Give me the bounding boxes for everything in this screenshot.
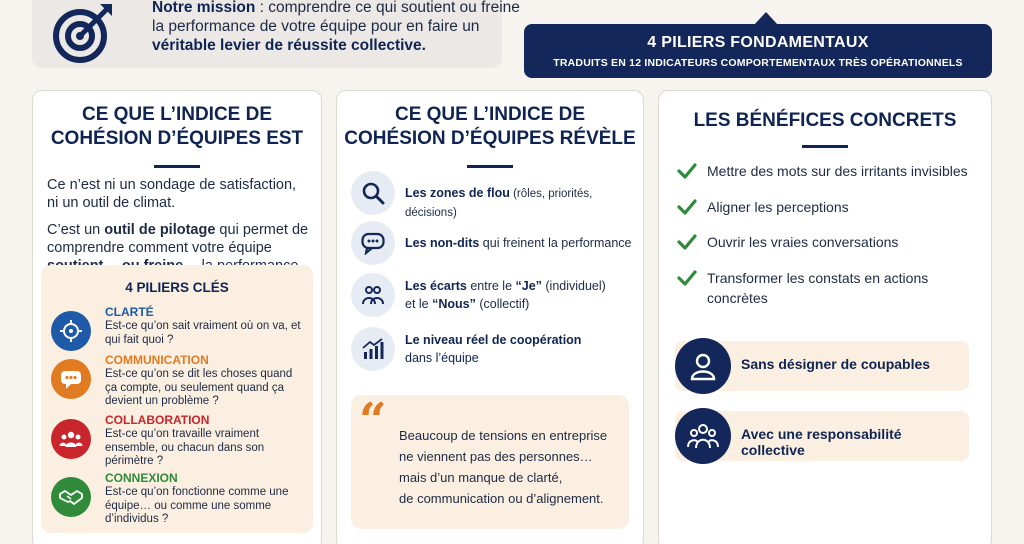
reveal-bold: Les non-dits xyxy=(405,236,480,250)
card-title-line2: COHÉSION D’ÉQUIPES EST xyxy=(50,128,304,149)
card-title xyxy=(337,103,643,151)
benefit-text: Mettre des mots sur des irritants invisibles xyxy=(707,163,968,179)
card-what-it-is xyxy=(32,90,322,544)
mission-text xyxy=(152,0,522,55)
quote-line: Beaucoup de tensions en entreprise xyxy=(399,428,608,443)
card-title-line1: CE QUE L’INDICE DE xyxy=(81,104,273,125)
title-underline xyxy=(802,145,848,148)
pill-text: Avec une responsabilité collective xyxy=(741,426,902,458)
reveal-text xyxy=(405,277,606,313)
mission-line3: véritable levier de réussite collective. xyxy=(152,37,426,54)
reveal-rest: qui freinent la performance xyxy=(479,236,632,250)
pillar-desc: Est-ce qu’on se dit les choses quand ça compte, ou seulement quand ça devient un problème ? xyxy=(105,368,293,407)
pillars-title: 4 PILIERS CLÉS xyxy=(125,280,229,295)
reveal-bold: Les écarts xyxy=(405,279,467,293)
p2-c: qui permet de comprendre comment votre équipe xyxy=(47,222,309,256)
pillar-name: CLARTÉ xyxy=(105,305,154,319)
principle-pill xyxy=(675,341,969,391)
mission-line2: la performance de votre équipe pour en faire un xyxy=(152,18,480,35)
quote-line: mais d’un manque de clarté, xyxy=(399,470,563,485)
card-benefits xyxy=(658,90,992,544)
reveal-line2a: et le xyxy=(405,297,433,311)
p2-b: outil de pilotage xyxy=(104,222,216,238)
pillar-name: COMMUNICATION xyxy=(105,353,209,367)
key-pillars-box xyxy=(41,265,313,533)
title-underline xyxy=(154,165,200,168)
banner-subtitle: TRADUITS EN 12 INDICATEURS COMPORTEMENTAUX TRÈS OPÉRATIONNELS xyxy=(553,57,963,69)
quote-text xyxy=(399,425,624,509)
reveal-text xyxy=(405,234,631,252)
mission-line1: : comprendre ce qui soutient ou freine xyxy=(255,0,520,16)
quote-box xyxy=(351,395,629,529)
pillar-name: CONNEXION xyxy=(105,471,178,485)
quote-line: ne viennent pas des personnes… xyxy=(399,449,593,464)
banner-title: 4 PILIERS FONDAMENTAUX xyxy=(647,34,869,51)
pillars-banner xyxy=(524,24,992,78)
reveal-bold2: “Je” xyxy=(515,279,542,293)
reveal-rest2: (individuel) xyxy=(541,279,606,293)
card-what-it-reveals xyxy=(336,90,644,544)
reveal-text xyxy=(405,184,641,222)
checkmark-icon xyxy=(677,197,697,217)
search-icon xyxy=(351,171,395,215)
team-icon xyxy=(51,419,91,459)
mission-label: Notre mission xyxy=(152,0,256,16)
pillar-desc: Est-ce qu’on fonctionne comme une équipe… ou comme une somme d’individus ? xyxy=(105,486,289,525)
quote-mark-icon: “ xyxy=(359,393,387,449)
card-title: LES BÉNÉFICES CONCRETS xyxy=(693,110,957,131)
p1-line2: ni un outil de climat. xyxy=(47,195,176,211)
checkmark-icon xyxy=(677,232,697,252)
crosshair-icon xyxy=(51,311,91,351)
reveal-line2c: (collectif) xyxy=(475,297,530,311)
pillar-desc: Est-ce qu’on travaille vraiment ensemble, ou chacun dans son périmètre ? xyxy=(105,428,265,467)
reveal-bold: Les zones de flou xyxy=(405,186,510,200)
reveal-line2: dans l’équipe xyxy=(405,351,479,365)
benefit-text: Transformer les constats en actions concrètes xyxy=(707,270,929,306)
card-title-line2: COHÉSION D’ÉQUIPES RÉVÈLE xyxy=(344,128,636,149)
checkmark-icon xyxy=(677,161,697,181)
reveal-line2b: “Nous” xyxy=(432,297,476,311)
growth-chart-icon xyxy=(351,327,395,371)
title-underline xyxy=(467,165,513,168)
reveal-text xyxy=(405,331,581,367)
p2-a: C’est un xyxy=(47,222,105,238)
target-icon xyxy=(48,0,118,66)
card-title xyxy=(33,103,321,151)
group-icon xyxy=(675,408,731,464)
handshake-icon xyxy=(51,477,91,517)
checkmark-icon xyxy=(677,268,697,288)
reveal-bold: Le niveau réel de coopération xyxy=(405,333,582,347)
p1-line1: Ce n’est ni un sondage de satisfaction, xyxy=(47,177,297,193)
mission-box xyxy=(32,0,520,68)
quote-line: de communication ou d’alignement. xyxy=(399,491,604,506)
reveal-rest: entre le xyxy=(466,279,516,293)
benefit-text: Aligner les perceptions xyxy=(707,199,849,215)
benefit-text: Ouvrir les vraies conversations xyxy=(707,234,899,250)
person-icon xyxy=(675,338,731,394)
pillar-name: COLLABORATION xyxy=(105,413,210,427)
card-title-line1: CE QUE L’INDICE DE xyxy=(394,104,586,125)
principle-pill xyxy=(675,411,969,461)
people-icon xyxy=(351,273,395,317)
chat-icon xyxy=(51,359,91,399)
pillar-desc: Est-ce qu’on sait vraiment où on va, et qui fait quoi ? xyxy=(105,320,301,346)
reveal-rest: (rôles, priorités, décisions) xyxy=(405,188,593,219)
definition-paragraph xyxy=(47,176,309,212)
pill-text: Sans désigner de coupables xyxy=(741,356,931,372)
speech-bubble-icon xyxy=(351,221,395,265)
